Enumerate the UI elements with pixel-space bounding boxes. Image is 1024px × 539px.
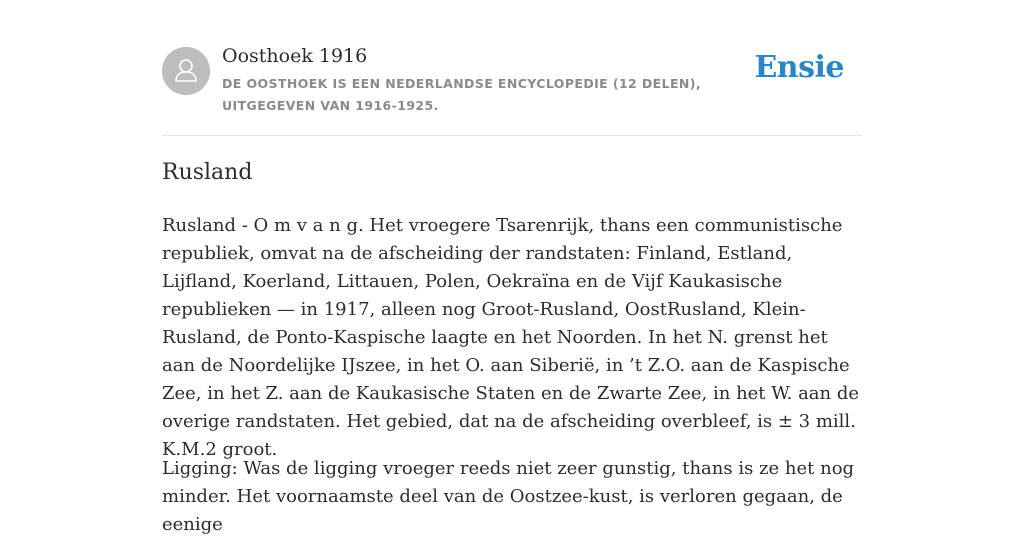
source-description: DE OOSTHOEK IS EEN NEDERLANDSE ENCYCLOPEDIE (12 DELEN), UITGEGEVEN VAN 1916-1925. [222, 76, 702, 113]
user-icon [162, 47, 210, 95]
article-paragraph: Rusland - O m v a n g. Het vroegere Tsarenrijk, thans een communistische republiek, omvat na de afscheiding der randstaten: Finland, Estland, Lijfland, Koerland, Littauen, Polen, Oekraïna en de Vijf Kaukasische republieken — in 1917, alleen nog Groot-Rusland, OostRusland, Klein-Rusland, de Ponto-Kaspische laagte en het Noorden. In het N. grenst het aan de Noordelijke IJszee, in het O. aan Siberië, in ’t Z.O. aan de Kaspische Zee, in het Z. aan de Kaukasische Staten en de Zwarte Zee, in het W. aan de overige randstaten. Het gebied, dat na de afscheiding overbleef, is ± 3 mill. K.M.2 groot. [162, 215, 860, 460]
source-title[interactable]: Oosthoek 1916 [222, 45, 368, 67]
article-paragraph: Ligging: Was de ligging vroeger reeds niet zeer gunstig, thans is ze het nog minder. Het voornaamste deel van de Oostzee-kust, is verloren gegaan, de eenige [162, 458, 855, 535]
avatar[interactable] [162, 47, 210, 95]
page-container [162, 0, 862, 535]
brand-logo[interactable]: Ensie [754, 50, 844, 85]
article-title: Rusland [162, 160, 253, 185]
source-header [162, 0, 862, 136]
